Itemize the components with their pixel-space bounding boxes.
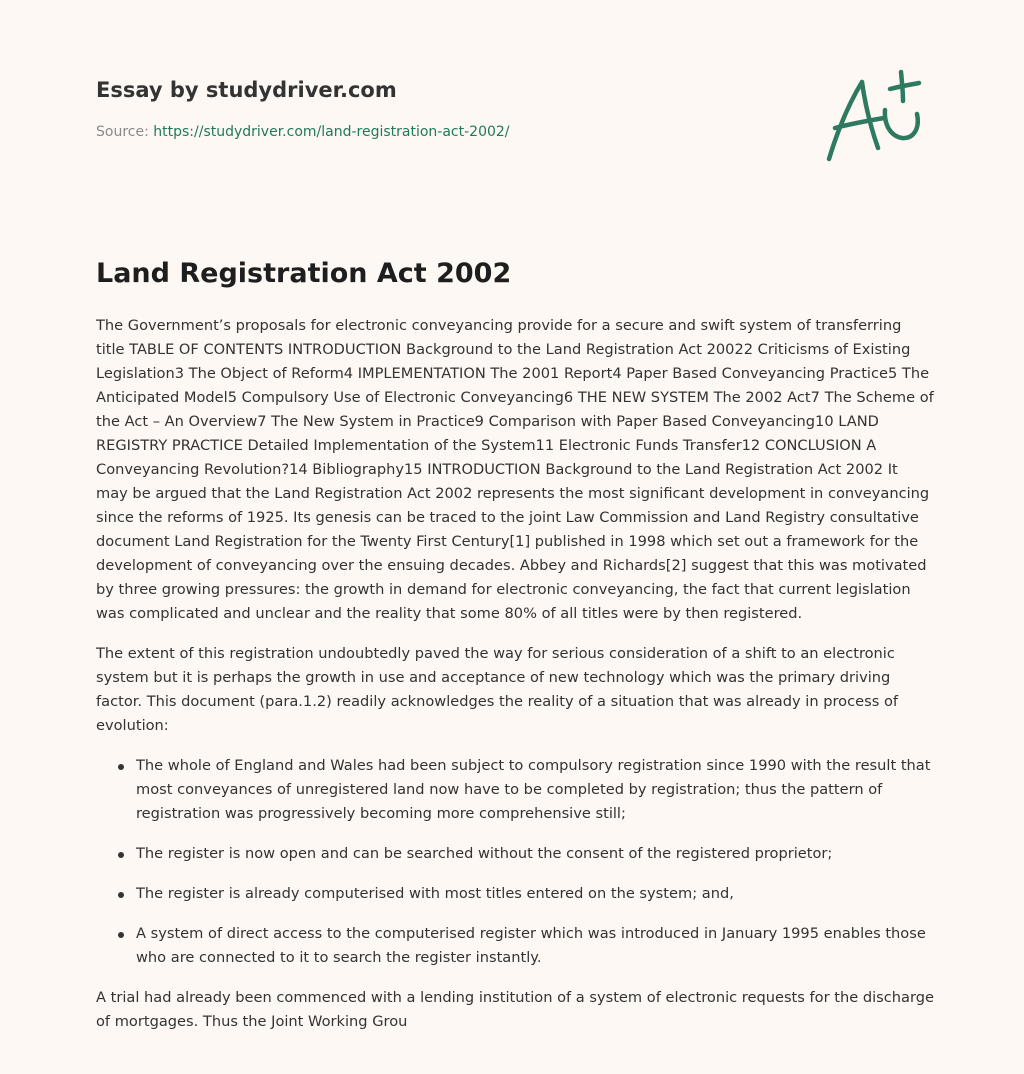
bullet-icon	[118, 852, 124, 858]
source-link[interactable]: https://studydriver.com/land-registration-act-2002/	[153, 124, 510, 140]
essay-title: Land Registration Act 2002	[96, 258, 512, 289]
source-line	[96, 122, 796, 142]
essay-header	[96, 76, 796, 142]
list-item-text: The whole of England and Wales had been subject to compulsory registration since 1990 with the result that most conveyances of unregistered land now have to be completed by registration; thus the pattern of registration was progressively becoming more comprehensive still;	[136, 757, 931, 822]
bullet-icon	[118, 764, 124, 770]
bullet-icon	[118, 932, 124, 938]
list-item-text: A system of direct access to the computerised register which was introduced in January 1995 enables those who are connected to it to search the register instantly.	[136, 925, 926, 966]
body-paragraph: A trial had already been commenced with a lending institution of a system of electronic requests for the discharge of mortgages. Thus the Joint Working Grou	[96, 989, 934, 1030]
list-item	[96, 922, 934, 970]
list-item-text: The register is now open and can be searched without the consent of the registered proprietor;	[136, 845, 833, 862]
bullet-list	[96, 754, 934, 970]
a-plus-grade-logo-icon	[822, 68, 930, 166]
site-title: Essay by studydriver.com	[96, 78, 397, 102]
list-item	[96, 882, 934, 906]
bullet-icon	[118, 892, 124, 898]
body-paragraph: The extent of this registration undoubtedly paved the way for serious consideration of a shift to an electronic system but it is perhaps the growth in use and acceptance of new technology which was the primary driving factor. This document (para.1.2) readily acknowledges the reality of a situation that was already in process of evolution:	[96, 645, 899, 734]
essay-body	[96, 314, 934, 1050]
body-paragraph: The Government’s proposals for electronic conveyancing provide for a secure and swift system of transferring title TABLE OF CONTENTS INTRODUCTION Background to the Land Registration Act 20022 Criticisms of Existing Legislation3 The Object of Reform4 IMPLEMENTATION The 2001 Report4 Paper Based Conveyancing Practice5 The Anticipated Model5 Compulsory Use of Electronic Conveyancing6 THE NEW SYSTEM The 2002 Act7 The Scheme of the Act – An Overview7 The New System in Practice9 Comparison with Paper Based Conveyancing10 LAND REGISTRY PRACTICE Detailed Implementation of the System11 Electronic Funds Transfer12 CONCLUSION A Conveyancing Revolution?14 Bibliography15 INTRODUCTION Background to the Land Registration Act 2002 It may be argued that the Land Registration Act 2002 represents the most significant development in conveyancing since the reforms of 1925. Its genesis can be traced to the joint Law Commission and Land Registry consultative document Land Registration for the Twenty First Century[1] published in 1998 which set out a framework for the development of conveyancing over the ensuing decades. Abbey and Richards[2] suggest that this was motivated by three growing pressures: the growth in demand for electronic conveyancing, the fact that current legislation was complicated and unclear and the reality that some 80% of all titles were by then registered.	[96, 317, 934, 622]
list-item-text: The register is already computerised with most titles entered on the system; and,	[136, 885, 734, 902]
list-item	[96, 842, 934, 866]
list-item	[96, 754, 934, 826]
source-label: Source:	[96, 124, 149, 140]
